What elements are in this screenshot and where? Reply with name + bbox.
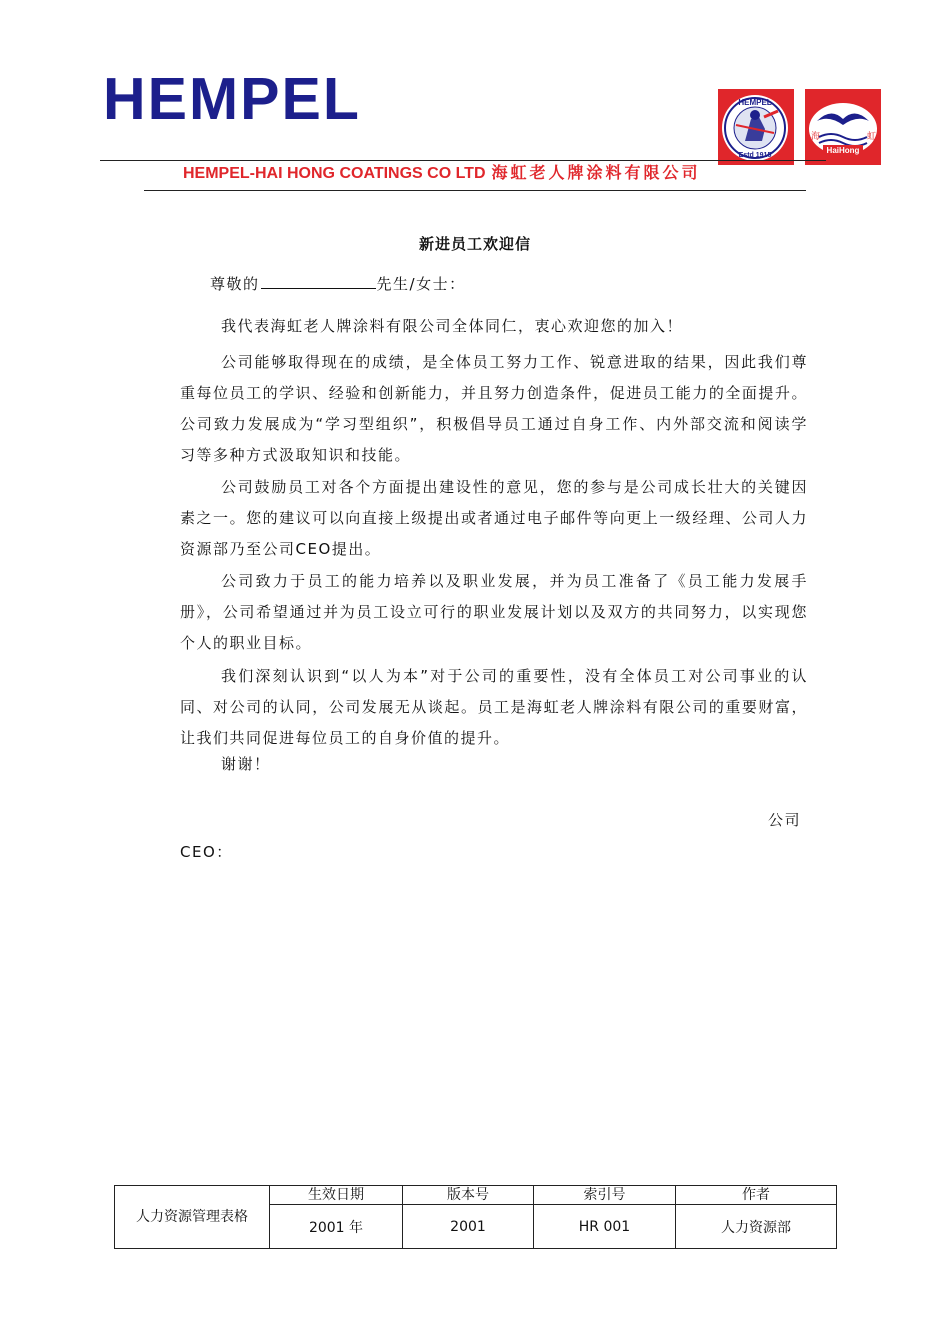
haihong-logo: [805, 89, 881, 165]
hempel-seal-bottom-text: Estd 1915: [738, 152, 772, 159]
value-index: HR 001: [534, 1205, 676, 1249]
paragraph-suggestions: 公司鼓励员工对各个方面提出建设性的意见，您的参与是公司成长壮大的关键因素之一。您的建议可以向直接上级提出或者通过电子邮件等向更上一级经理、公司人力资源部乃至公司CEO提出。: [180, 478, 808, 558]
header-effective-date: 生效日期: [270, 1186, 403, 1205]
value-version: 2001: [403, 1205, 534, 1249]
value-effective-date: 2001 年: [270, 1205, 403, 1249]
header-author: 作者: [676, 1186, 837, 1205]
signature-ceo: CEO：: [180, 843, 233, 861]
form-name-cell: 人力资源管理表格: [115, 1186, 270, 1249]
company-name-cn: 海虹老人牌涂料有限公司: [491, 165, 701, 182]
company-name-en: HEMPEL-HAI HONG COATINGS CO LTD: [183, 165, 486, 182]
brand-logo-text: HEMPEL: [103, 66, 361, 132]
header-version: 版本号: [403, 1186, 534, 1205]
salutation-prefix: 尊敬的: [210, 275, 260, 293]
header-rule-top: [100, 160, 826, 161]
haihong-logo-left-char: 海: [811, 132, 821, 142]
recipient-name-blank: [261, 274, 376, 289]
paragraph-people-oriented: 我们深刻认识到“以人为本”对于公司的重要性，没有全体员工对公司事业的认同、对公司的认同，公司发展无从谈起。员工是海虹老人牌涂料有限公司的重要财富，让我们共同促进每位员工的自身价值的提升。: [180, 667, 808, 747]
paragraph-welcome: 我代表海虹老人牌涂料有限公司全体同仁，衷心欢迎您的加入！: [221, 317, 684, 335]
table-row: [115, 1186, 837, 1205]
letter-title: 新进员工欢迎信: [418, 235, 531, 253]
paragraph-career-development: 公司致力于员工的能力培养以及职业发展，并为员工准备了《员工能力发展手册》，公司希望通过并为员工设立可行的职业发展计划以及双方的共同努力，以实现您个人的职业目标。: [180, 572, 808, 652]
haihong-logo-right-char: 虹: [867, 132, 877, 142]
salutation: [210, 273, 466, 294]
company-name-line: [183, 164, 701, 184]
hempel-seal-logo: [718, 89, 794, 165]
value-author: 人力资源部: [676, 1205, 837, 1249]
header-index: 索引号: [534, 1186, 676, 1205]
header-rule-bottom: [144, 190, 806, 191]
paragraph-achievements: 公司能够取得现在的成绩，是全体员工努力工作、锐意进取的结果，因此我们尊重每位员工的学识、经验和创新能力，并且努力创造条件，促进员工能力的全面提升。公司致力发展成为“学习型组织”，积极倡导员工通过自身工作、内外部交流和阅读学习等多种方式汲取知识和技能。: [180, 353, 808, 464]
form-info-table: [114, 1185, 837, 1249]
salutation-suffix: 先生/女士：: [376, 275, 466, 293]
signature-company: 公司: [768, 811, 802, 829]
hempel-seal-top-text: HEMPEL: [738, 98, 772, 107]
thanks-line: 谢谢！: [221, 755, 271, 773]
haihong-logo-name: HaiHong: [826, 146, 860, 155]
